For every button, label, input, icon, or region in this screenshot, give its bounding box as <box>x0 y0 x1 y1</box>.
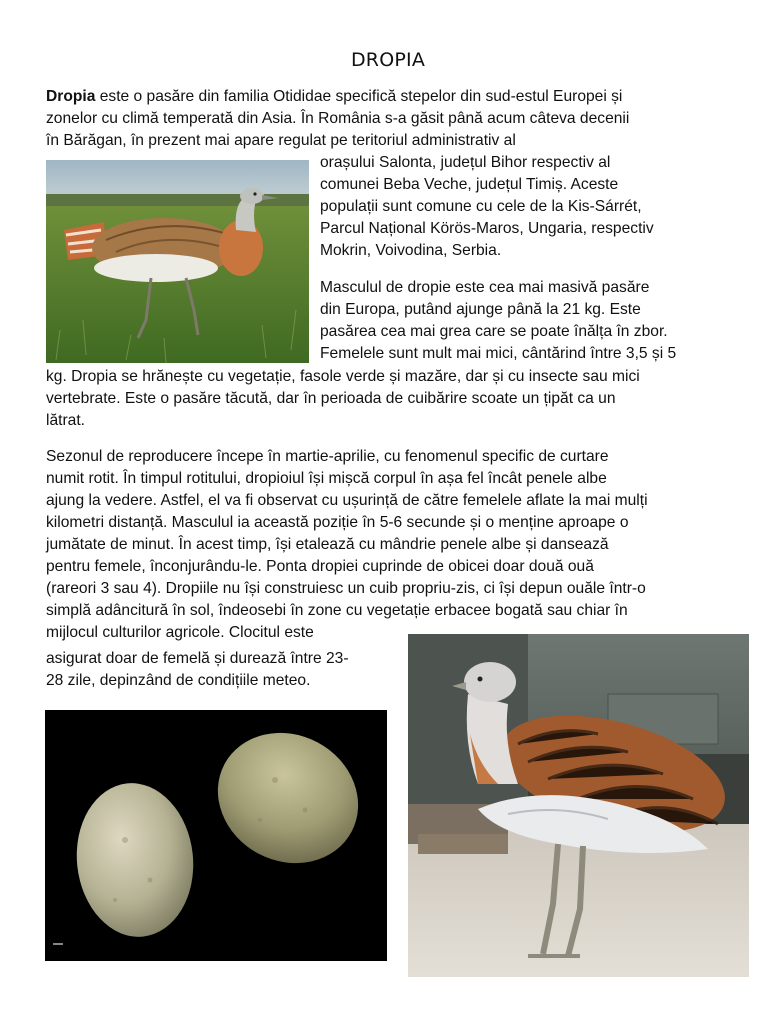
paragraph-2-line-4: Femelele sunt mult mai mici, cântărind între 3,5 și 5 <box>320 345 677 362</box>
paragraph-1-line-4: orașului Salonta, județul Bihor respectiv al <box>320 154 611 171</box>
paragraph-3-line-5: jumătate de minut. În acest timp, își etalează cu mândrie penele albe și dansează <box>46 536 609 553</box>
text-span: este o pasăre din familia Otididae specifică stepelor din sud-estul Europei și <box>95 88 623 105</box>
paragraph-1-line-8: Mokrin, Voivodina, Serbia. <box>320 242 502 259</box>
paragraph-1-line-5: comunei Beba Veche, județul Timiș. Aceste <box>320 176 619 193</box>
bold-term: Dropia <box>46 88 96 105</box>
paragraph-3-line-9: mijlocul culturilor agricole. Clocitul este <box>46 624 314 641</box>
paragraph-3-line-3: ajung la vedere. Astfel, el va fi observat cu ușurință de către femelele aflate la mai mulți <box>46 492 648 509</box>
paragraph-3-line-4: kilometri distanță. Masculul ia această poziție în 5-6 secunde și o menține aproape o <box>46 514 629 531</box>
paragraph-3-line-6: pentru femele, înconjurându-le. Ponta dropiei cuprinde de obicei doar două ouă <box>46 558 594 575</box>
paragraph-3-line-10: asigurat doar de femelă și durează între 23- <box>46 650 349 667</box>
paragraph-1-line-6: populații sunt comune cu cele de la Kis-Sárrét, <box>320 198 642 215</box>
paragraph-3-line-8: simplă adâncitură în sol, îndeosebi în zone cu vegetație erbacee bogată sau chiar în <box>46 602 628 619</box>
page-title: DROPIA <box>350 49 426 71</box>
paragraph-1-line-3: în Bărăgan, în prezent mai apare regulat pe teritoriul administrativ al <box>46 132 516 149</box>
bustard-on-grass-photo <box>46 160 309 363</box>
paragraph-1-line-1 <box>46 86 622 108</box>
bustard-eggs-photo <box>45 710 387 961</box>
paragraph-1-line-2: zonelor cu climă temperată din Asia. În România s-a găsit până acum câteva decenii <box>46 110 630 127</box>
paragraph-3-line-2: numit rotit. În timpul rotitului, dropioiul își mișcă corpul în așa fel încât penele albe <box>46 470 607 487</box>
paragraph-2-line-3: pasărea cea mai grea care se poate înălța în zbor. <box>320 323 668 340</box>
paragraph-2-line-7: lătrat. <box>46 412 85 429</box>
paragraph-3-line-1: Sezonul de reproducere începe în martie-aprilie, cu fenomenul specific de curtare <box>46 448 609 465</box>
paragraph-2-line-1: Masculul de dropie este cea mai masivă pasăre <box>320 279 650 296</box>
standing-bustard-photo <box>408 634 749 977</box>
paragraph-3-line-11: 28 zile, depinzând de condițiile meteo. <box>46 672 311 689</box>
paragraph-2-line-2: din Europa, putând ajunge până la 21 kg. Este <box>320 301 641 318</box>
paragraph-1-line-7: Parcul Național Körös-Maros, Ungaria, respectiv <box>320 220 654 237</box>
paragraph-2-line-6: vertebrate. Este o pasăre tăcută, dar în perioada de cuibărire scoate un țipăt ca un <box>46 390 616 407</box>
paragraph-3-line-7: (rareori 3 sau 4). Dropiile nu își construiesc un cuib propriu-zis, ci își depun ouăle într-o <box>46 580 646 597</box>
paragraph-2-line-5: kg. Dropia se hrănește cu vegetație, fasole verde și mazăre, dar și cu insecte sau mici <box>46 368 640 385</box>
